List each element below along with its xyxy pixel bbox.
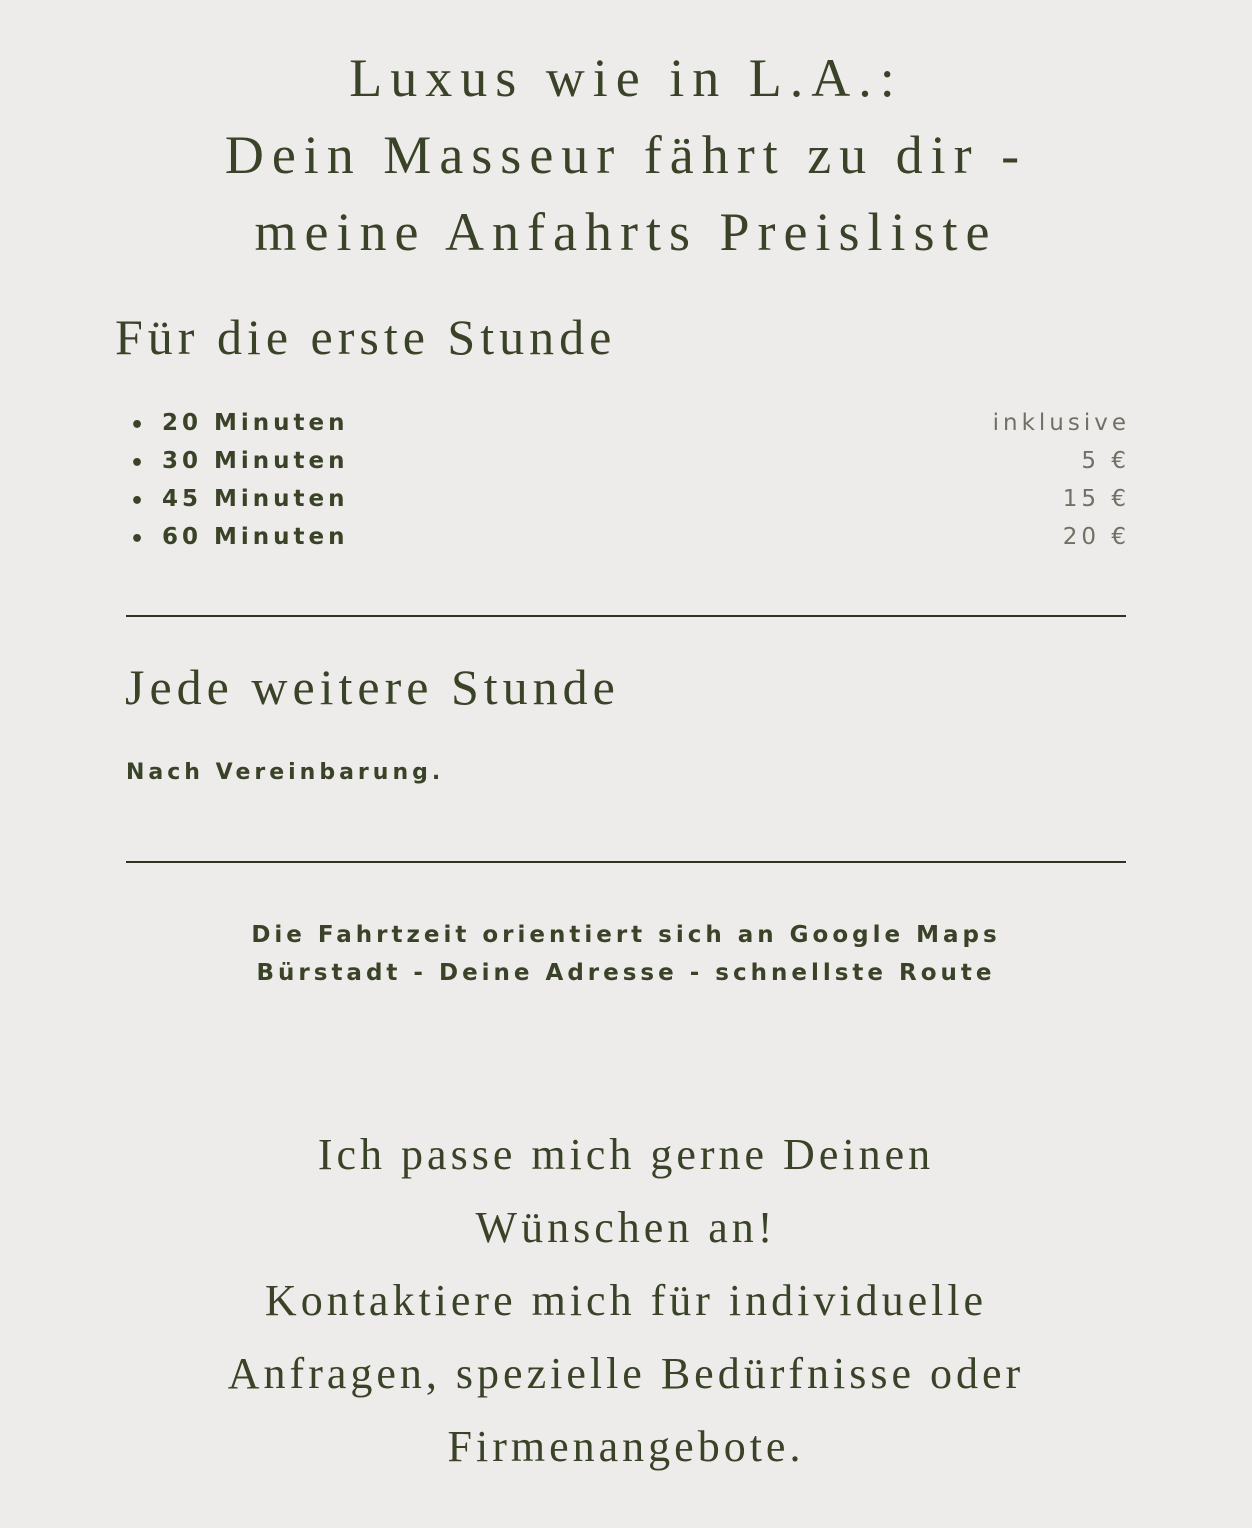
closing-line-2: Wünschen an! — [475, 1203, 777, 1252]
additional-hour-heading: Jede weitere Stunde — [125, 659, 620, 715]
closing-line-1: Ich passe mich gerne Deinen — [317, 1130, 935, 1179]
page-title — [0, 40, 1252, 271]
additional-hour-note: Nach Vereinbarung. — [126, 760, 445, 785]
price-value: inklusive — [992, 410, 1130, 436]
travel-time-note — [0, 916, 1252, 992]
duration-label: 45 Minuten — [162, 486, 349, 512]
closing-line-3: Kontaktiere mich für individuelle — [264, 1276, 988, 1325]
price-row-45-minutes — [130, 482, 1130, 520]
price-value: 20 € — [1062, 524, 1130, 550]
travel-time-line-1: Die Fahrtzeit orientiert sich an Google Maps — [251, 922, 1001, 948]
title-line-2: Dein Masseur fährt zu dir - — [224, 125, 1028, 185]
price-row-30-minutes — [130, 444, 1130, 482]
title-line-1: Luxus wie in L.A.: — [349, 48, 903, 108]
duration-label: 30 Minuten — [162, 448, 349, 474]
first-hour-heading: Für die erste Stunde — [115, 309, 617, 365]
title-line-3: meine Anfahrts Preisliste — [254, 202, 998, 262]
bullet-icon: • — [130, 451, 145, 476]
bullet-icon: • — [130, 527, 145, 552]
duration-label: 60 Minuten — [162, 524, 349, 550]
closing-line-5: Firmenangebote. — [447, 1422, 805, 1471]
duration-label: 20 Minuten — [162, 410, 349, 436]
bullet-icon: • — [130, 489, 145, 514]
section-divider — [126, 861, 1126, 863]
price-value: 15 € — [1062, 486, 1130, 512]
closing-message — [0, 1118, 1252, 1483]
travel-time-line-2: Bürstadt - Deine Adresse - schnellste Route — [256, 960, 996, 986]
price-row-60-minutes — [130, 520, 1130, 558]
first-hour-price-list — [130, 406, 1130, 558]
price-row-20-minutes — [130, 406, 1130, 444]
section-divider — [126, 615, 1126, 617]
closing-line-4: Anfragen, spezielle Bedürfnisse oder — [227, 1349, 1025, 1398]
bullet-icon: • — [130, 413, 145, 438]
price-value: 5 € — [1081, 448, 1130, 474]
